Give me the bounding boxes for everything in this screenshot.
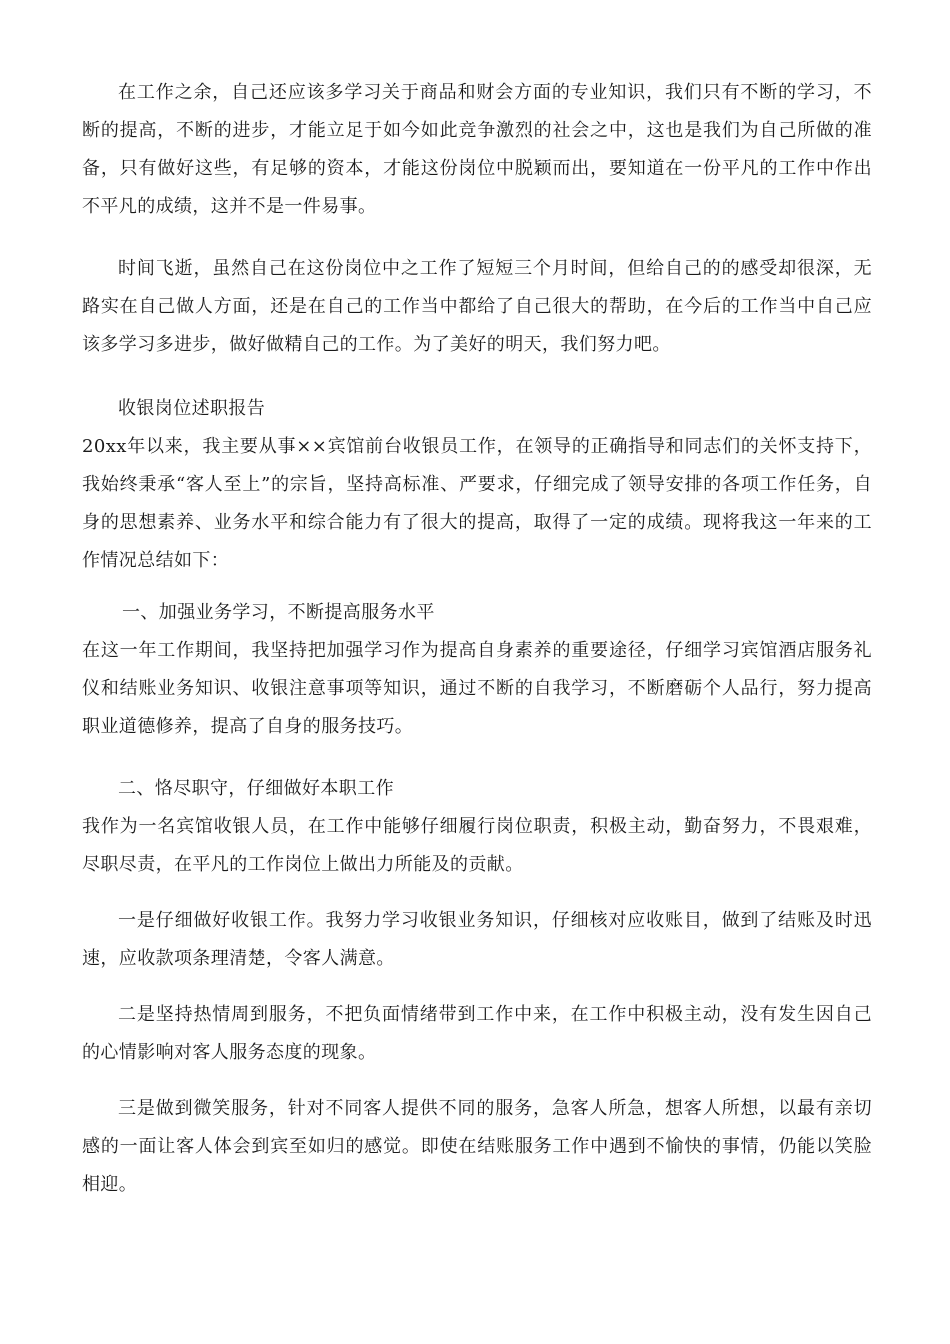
report-title: 收银岗位述职报告 (118, 398, 266, 419)
paragraph-point-1: 一是仔细做好收银工作。我努力学习收银业务知识，仔细核对应收账目，做到了结账及时迅速，应收款项条理清楚，令客人满意。 (82, 910, 872, 969)
paragraph-time: 时间飞逝，虽然自己在这份岗位中之工作了短短三个月时间，但给自己的的感受却很深，无路实在自己做人方面，还是在自己的工作当中都给了自己很大的帮助，在今后的工作当中自己应该多学习多进步，做好做精自己的工作。为了美好的明天，我们努力吧。 (82, 258, 872, 355)
paragraph-study: 在工作之余，自己还应该多学习关于商品和财会方面的专业知识，我们只有不断的学习，不断的提高，不断的进步，才能立足于如今如此竞争激烈的社会之中，这也是我们为自己所做的准备，只有做好这些，有足够的资本，才能这份岗位中脱颖而出，要知道在一份平凡的工作中作出不平凡的成绩，这并不是一件易事。 (82, 82, 872, 217)
section-heading-2: 二、恪尽职守，仔细做好本职工作 (118, 778, 394, 799)
section-heading-1: 一、加强业务学习，不断提高服务水平 (122, 602, 435, 623)
paragraph-section-2: 我作为一名宾馆收银人员，在工作中能够仔细履行岗位职责，积极主动，勤奋努力，不畏艰难，尽职尽责，在平凡的工作岗位上做出力所能及的贡献。 (82, 816, 872, 875)
paragraph-intro: 20xx年以来，我主要从事××宾馆前台收银员工作，在领导的正确指导和同志们的关怀支持下，我始终秉承“客人至上”的宗旨，坚持高标准、严要求，仔细完成了领导安排的各项工作任务，自身的思想素养、业务水平和综合能力有了很大的提高，取得了一定的成绩。现将我这一年来的工作情况总结如下： (82, 436, 872, 571)
paragraph-point-2: 二是坚持热情周到服务，不把负面情绪带到工作中来，在工作中积极主动，没有发生因自己的心情影响对客人服务态度的现象。 (82, 1004, 872, 1063)
paragraph-point-3: 三是做到微笑服务，针对不同客人提供不同的服务，急客人所急，想客人所想，以最有亲切感的一面让客人体会到宾至如归的感觉。即使在结账服务工作中遇到不愉快的事情，仍能以笑脸相迎。 (82, 1098, 872, 1195)
paragraph-section-1: 在这一年工作期间，我坚持把加强学习作为提高自身素养的重要途径，仔细学习宾馆酒店服务礼仪和结账业务知识、收银注意事项等知识，通过不断的自我学习，不断磨砺个人品行，努力提高职业道德修养，提高了自身的服务技巧。 (82, 640, 872, 737)
